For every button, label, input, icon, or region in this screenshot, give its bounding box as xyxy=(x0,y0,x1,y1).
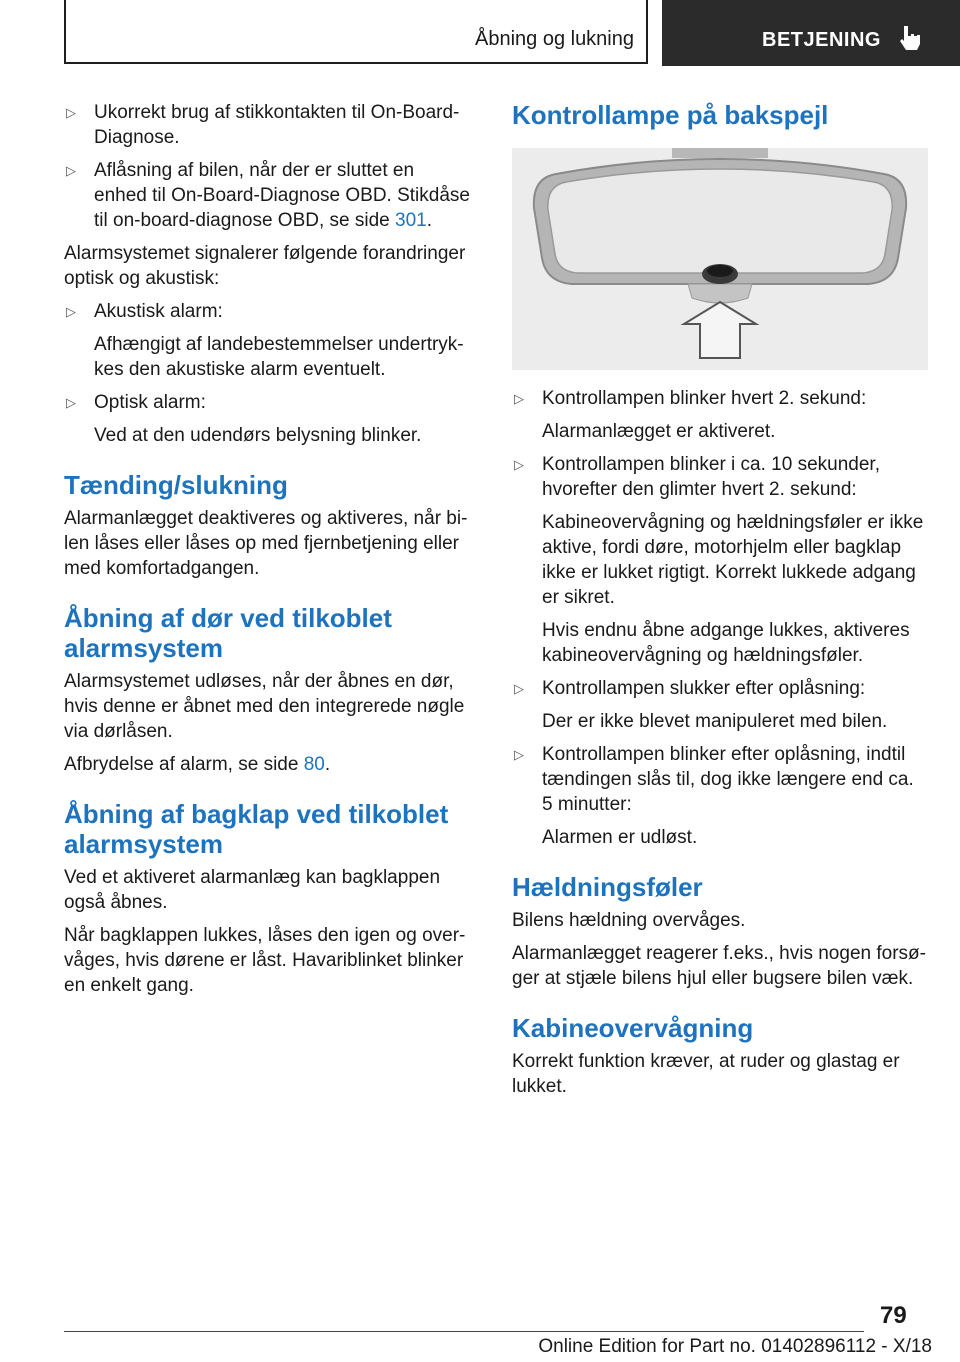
tailgate-text-1: Ved et aktiveret alarmanlæg kan bagklappen også åbnes. xyxy=(64,867,441,913)
bullet-triangle-icon: ▷ xyxy=(66,304,76,319)
list-item-detail: Ved at den udendørs belysning blinker. xyxy=(94,425,422,446)
list-item-text: Optisk alarm: xyxy=(94,392,206,413)
list-item-detail: Der er ikke blevet manipuleret med bilen. xyxy=(542,711,888,732)
heading-ignition: Tænding/slukning xyxy=(64,470,288,500)
list-item-text: Aflåsning af bilen, når der er sluttet en enhed til On-Board-Diagnose OBD. Stikdåse til on-board-diagnose OBD, se side 301. xyxy=(94,160,470,231)
list-item xyxy=(512,742,928,817)
edition-footer: Online Edition for Part no. 01402896112 - X/18 xyxy=(538,1336,932,1357)
left-column xyxy=(64,100,472,1006)
page-number: 79 xyxy=(880,1302,907,1329)
rear-view-mirror-figure xyxy=(512,148,928,370)
section-label: BETJENING xyxy=(762,29,881,51)
list-item xyxy=(512,676,928,701)
bullet-triangle-icon: ▷ xyxy=(66,163,76,178)
page-link[interactable]: 80 xyxy=(303,754,325,775)
list-item-detail: Afhængigt af landebestemmelser undertryk‐kes den akustiske alarm eventuelt. xyxy=(94,334,464,380)
bullet-triangle-icon: ▷ xyxy=(514,391,524,406)
list-item-text: Kontrollampen blinker hvert 2. sekund: xyxy=(542,388,867,409)
page-link[interactable]: 301 xyxy=(395,210,427,231)
list-item-text: Ukorrekt brug af stikkontakten til On-Board-Diagnose. xyxy=(94,102,460,148)
interrupt-text: Afbrydelse af alarm, se side 80. xyxy=(64,754,331,775)
heading-door: Åbning af dør ved tilkoblet alarmsystem xyxy=(64,603,392,663)
cabin-text: Korrekt funktion kræver, at ruder og glastag er lukket. xyxy=(512,1051,900,1097)
list-item-text: Akustisk alarm: xyxy=(94,301,223,322)
bullet-triangle-icon: ▷ xyxy=(514,747,524,762)
door-text: Alarmsystemet udløses, når der åbnes en dør, hvis denne er åbnet med den integrerede nøgle via dørlåsen. xyxy=(64,671,465,742)
list-item xyxy=(512,452,928,502)
chapter-title: Åbning og lukning xyxy=(474,28,634,50)
list-item-detail: Hvis endnu åbne adgange lukkes, aktiveres kabineovervågning og hældningsføler. xyxy=(542,620,910,666)
alarm-intro: Alarmsystemet signalerer følgende forandringer optisk og akustisk: xyxy=(64,243,466,289)
list-item-detail: Alarmen er udløst. xyxy=(542,827,698,848)
ignition-text: Alarmanlægget deaktiveres og aktiveres, når bi‐len låses eller låses op med fjernbetjening eller med komfortadgangen. xyxy=(64,508,468,579)
footer-divider xyxy=(64,1331,864,1332)
list-item xyxy=(64,100,472,150)
list-item-text: Kontrollampen slukker efter oplåsning: xyxy=(542,678,866,699)
rear-view-mirror-illustration xyxy=(512,148,928,370)
right-column xyxy=(512,100,928,1107)
list-item xyxy=(64,390,472,415)
header-section-box xyxy=(662,0,960,66)
header-chapter-box xyxy=(64,0,648,64)
tilt-text-2: Alarmanlægget reagerer f.eks., hvis nogen forsø‐ger at stjæle bilens hjul eller bugsere bilen væk. xyxy=(512,943,926,989)
bullet-triangle-icon: ▷ xyxy=(66,395,76,410)
pointing-hand-icon xyxy=(898,24,924,52)
tailgate-text-2: Når bagklappen lukkes, låses den igen og over‐våges, hvis dørene er låst. Havariblinket blinker en enkelt gang. xyxy=(64,925,466,996)
heading-tailgate: Åbning af bagklap ved tilkoblet alarmsystem xyxy=(64,799,449,859)
heading-cabin-monitoring: Kabineovervågning xyxy=(512,1013,754,1043)
list-item-detail: Kabineovervågning og hældningsføler er ikke aktive, fordi døre, motorhjelm eller bagklap ikke er lukket rigtigt. Korrekt lukkede adgang er sikret. xyxy=(542,512,924,608)
list-item xyxy=(64,158,472,233)
list-item-detail: Alarmanlægget er aktiveret. xyxy=(542,421,776,442)
list-item xyxy=(64,299,472,324)
heading-mirror: Kontrollampe på bakspejl xyxy=(512,100,829,130)
bullet-triangle-icon: ▷ xyxy=(66,105,76,120)
list-item-text: Kontrollampen blinker efter oplåsning, indtil tændingen slås til, dog ikke længere end ca. 5 minutter: xyxy=(542,744,914,815)
list-item xyxy=(512,386,928,411)
tilt-text-1: Bilens hældning overvåges. xyxy=(512,910,746,931)
list-item-text: Kontrollampen blinker i ca. 10 sekunder, hvorefter den glimter hvert 2. sekund: xyxy=(542,454,880,500)
bullet-triangle-icon: ▷ xyxy=(514,457,524,472)
bullet-triangle-icon: ▷ xyxy=(514,681,524,696)
heading-tilt-sensor: Hældningsføler xyxy=(512,872,703,902)
